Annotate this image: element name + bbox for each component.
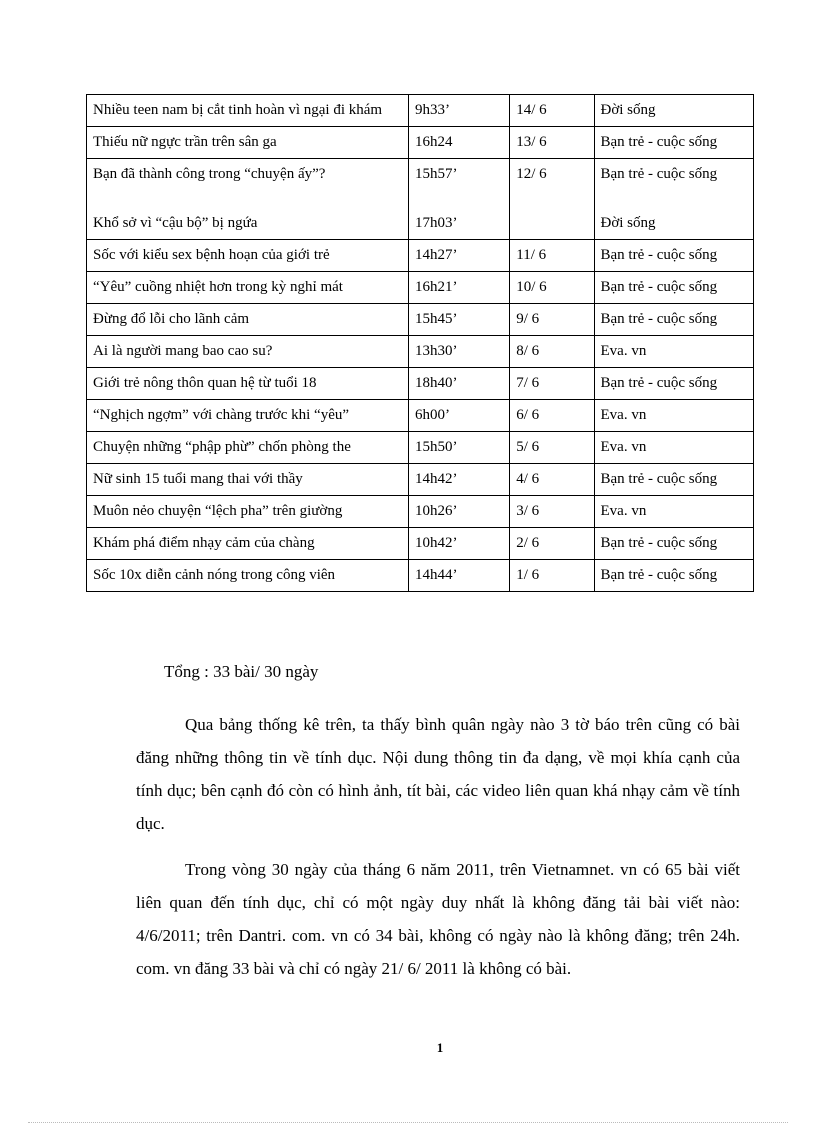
table-body	[87, 95, 754, 592]
post-time-cell-text-second: 17h03’	[414, 215, 458, 231]
table-row	[87, 159, 754, 240]
article-title-cell-text: Ai là người mang bao cao su?	[93, 343, 273, 359]
section-cell-text: Đời sống	[600, 102, 656, 118]
article-title-cell	[87, 95, 409, 127]
article-title-cell	[87, 127, 409, 159]
section-cell	[594, 336, 754, 368]
post-date-cell	[510, 127, 594, 159]
article-title-cell-text: Đừng đổ lỗi cho lãnh cảm	[93, 311, 250, 327]
article-title-cell	[87, 336, 409, 368]
article-title-cell	[87, 560, 409, 592]
table-row	[87, 304, 754, 336]
post-time-cell-text: 14h42’	[414, 471, 458, 487]
summary-total: Tổng : 33 bài/ 30 ngày	[164, 662, 319, 681]
post-time-cell	[408, 272, 509, 304]
post-date-cell	[510, 304, 594, 336]
table-row	[87, 400, 754, 432]
post-date-cell-text: 9/ 6	[516, 311, 540, 327]
section-cell	[594, 368, 754, 400]
article-title-cell-text: Khám phá điểm nhạy cảm của chàng	[93, 535, 315, 551]
post-time-cell-text: 10h26’	[414, 503, 458, 519]
table-row	[87, 432, 754, 464]
article-title-cell-text: Nhiều teen nam bị cắt tinh hoàn vì ngại đi khám	[93, 102, 383, 118]
post-time-cell-text: 14h44’	[414, 567, 458, 583]
post-date-cell-text: 13/ 6	[516, 134, 547, 150]
article-title-cell-text: Sốc với kiểu sex bệnh hoạn của giới trẻ	[93, 247, 330, 263]
post-date-cell-text: 11/ 6	[516, 247, 547, 263]
post-date-cell	[510, 400, 594, 432]
article-title-cell-text: Nữ sinh 15 tuổi mang thai với thầy	[93, 471, 303, 487]
post-time-cell	[408, 496, 509, 528]
section-cell	[594, 304, 754, 336]
section-cell-text: Bạn trẻ - cuộc sống	[600, 471, 718, 487]
post-date-cell	[510, 560, 594, 592]
post-date-cell-text: 14/ 6	[516, 102, 547, 118]
post-time-cell	[408, 432, 509, 464]
article-title-cell-text: Giới trẻ nông thôn quan hệ từ tuổi 18	[93, 375, 317, 391]
article-title-cell-text: Thiếu nữ ngực trần trên sân ga	[93, 134, 277, 150]
post-time-cell-text: 16h24	[414, 134, 453, 150]
table-row	[87, 528, 754, 560]
article-title-cell	[87, 528, 409, 560]
section-cell-text: Bạn trẻ - cuộc sống	[600, 311, 718, 327]
post-time-cell	[408, 95, 509, 127]
post-date-cell-text: 7/ 6	[516, 375, 540, 391]
post-time-cell-text: 9h33’	[414, 102, 450, 118]
article-title-cell	[87, 400, 409, 432]
section-cell-text: Bạn trẻ - cuộc sống	[600, 279, 718, 295]
post-time-cell	[408, 304, 509, 336]
table-row	[87, 272, 754, 304]
section-cell-text: Eva. vn	[600, 343, 647, 359]
post-date-cell-text: 8/ 6	[516, 343, 540, 359]
section-cell	[594, 496, 754, 528]
article-title-cell-text-second: Khổ sở vì “cậu bộ” bị ngứa	[93, 215, 258, 231]
section-cell-text-second: Đời sống	[600, 215, 656, 231]
section-cell	[594, 464, 754, 496]
article-title-cell-text: Sốc 10x diễn cảnh nóng trong công viên	[93, 567, 336, 583]
article-title-cell	[87, 432, 409, 464]
post-date-cell	[510, 368, 594, 400]
section-cell	[594, 95, 754, 127]
section-cell	[594, 159, 754, 240]
post-date-cell	[510, 272, 594, 304]
post-time-cell-text: 15h57’	[414, 166, 458, 182]
article-title-cell-text: Chuyện những “phập phừ” chốn phòng the	[93, 439, 351, 455]
post-date-cell-text: 3/ 6	[516, 503, 540, 519]
article-title-cell	[87, 496, 409, 528]
post-date-cell-text: 2/ 6	[516, 535, 540, 551]
article-table	[86, 94, 754, 592]
section-cell	[594, 560, 754, 592]
table-row	[87, 240, 754, 272]
post-time-cell	[408, 368, 509, 400]
post-time-cell	[408, 336, 509, 368]
post-time-cell-text: 10h42’	[414, 535, 458, 551]
post-time-cell-text: 15h50’	[414, 439, 458, 455]
article-title-cell	[87, 464, 409, 496]
section-cell	[594, 400, 754, 432]
post-date-cell	[510, 95, 594, 127]
post-time-cell-text: 14h27’	[414, 247, 458, 263]
post-date-cell-text: 5/ 6	[516, 439, 540, 455]
post-date-cell-text: 12/ 6	[516, 166, 547, 182]
section-cell-text: Eva. vn	[600, 407, 647, 423]
post-time-cell-text: 13h30’	[414, 343, 458, 359]
post-time-cell	[408, 528, 509, 560]
paragraph-2: Trong vòng 30 ngày của tháng 6 năm 2011, trên Vietnamnet. vn có 65 bài viết liên quan đến tính dục, chỉ có một ngày duy nhất là không đăng tải bài viết nào: 4/6/2011; trên Dantri. com. vn có 34 bài, không có ngày nào là không đăng; trên 24h. com. vn đăng 33 bài và chỉ có ngày 21/ 6/ 2011 là không có bài.	[136, 860, 740, 978]
section-cell-text: Bạn trẻ - cuộc sống	[600, 375, 718, 391]
post-time-cell-text: 18h40’	[414, 375, 458, 391]
table-row	[87, 336, 754, 368]
article-title-cell	[87, 272, 409, 304]
post-date-cell-text: 4/ 6	[516, 471, 540, 487]
section-cell	[594, 127, 754, 159]
article-title-cell-text: Bạn đã thành công trong “chuyện ấy”?	[93, 166, 326, 182]
post-date-cell-text: 10/ 6	[516, 279, 547, 295]
page-number: 1	[436, 1040, 444, 1055]
section-cell-text: Bạn trẻ - cuộc sống	[600, 535, 718, 551]
post-time-cell	[408, 159, 509, 240]
article-title-cell	[87, 304, 409, 336]
section-cell-text: Bạn trẻ - cuộc sống	[600, 247, 718, 263]
article-title-cell	[87, 368, 409, 400]
table-row	[87, 560, 754, 592]
post-date-cell	[510, 496, 594, 528]
section-cell-text: Bạn trẻ - cuộc sống	[600, 567, 718, 583]
post-time-cell-text: 15h45’	[414, 311, 458, 327]
article-title-cell	[87, 159, 409, 240]
table-row	[87, 127, 754, 159]
post-time-cell-text: 16h21’	[414, 279, 458, 295]
section-cell	[594, 528, 754, 560]
section-cell-text: Bạn trẻ - cuộc sống	[600, 134, 718, 150]
section-cell-text: Eva. vn	[600, 503, 647, 519]
section-cell-text: Eva. vn	[600, 439, 647, 455]
post-time-cell	[408, 560, 509, 592]
post-time-cell	[408, 464, 509, 496]
table-row	[87, 95, 754, 127]
article-title-cell-text: “Nghịch ngợm” với chàng trước khi “yêu”	[93, 407, 350, 423]
section-cell	[594, 272, 754, 304]
post-date-cell	[510, 336, 594, 368]
post-date-cell-text: 6/ 6	[516, 407, 540, 423]
article-title-cell-text: “Yêu” cuồng nhiệt hơn trong kỳ nghỉ mát	[93, 279, 343, 295]
post-time-cell	[408, 400, 509, 432]
section-cell-text: Bạn trẻ - cuộc sống	[600, 166, 718, 182]
article-title-cell	[87, 240, 409, 272]
paragraph-1: Qua bảng thống kê trên, ta thấy bình quân ngày nào 3 tờ báo trên cũng có bài đăng những thông tin về tính dục. Nội dung thông tin đa dạng, về mọi khía cạnh của tính dục; bên cạnh đó còn có hình ảnh, tít bài, các video liên quan khá nhạy cảm về tính dục.	[136, 715, 740, 833]
section-cell	[594, 240, 754, 272]
post-date-cell	[510, 432, 594, 464]
post-date-cell-text: 1/ 6	[516, 567, 540, 583]
post-time-cell	[408, 240, 509, 272]
post-date-cell	[510, 464, 594, 496]
post-date-cell	[510, 240, 594, 272]
article-title-cell-text: Muôn nẻo chuyện “lệch pha” trên giường	[93, 503, 343, 519]
post-time-cell-text: 6h00’	[414, 407, 450, 423]
table-row	[87, 368, 754, 400]
section-cell	[594, 432, 754, 464]
post-date-cell	[510, 528, 594, 560]
post-date-cell	[510, 159, 594, 240]
post-time-cell	[408, 127, 509, 159]
table-row	[87, 496, 754, 528]
table-row	[87, 464, 754, 496]
